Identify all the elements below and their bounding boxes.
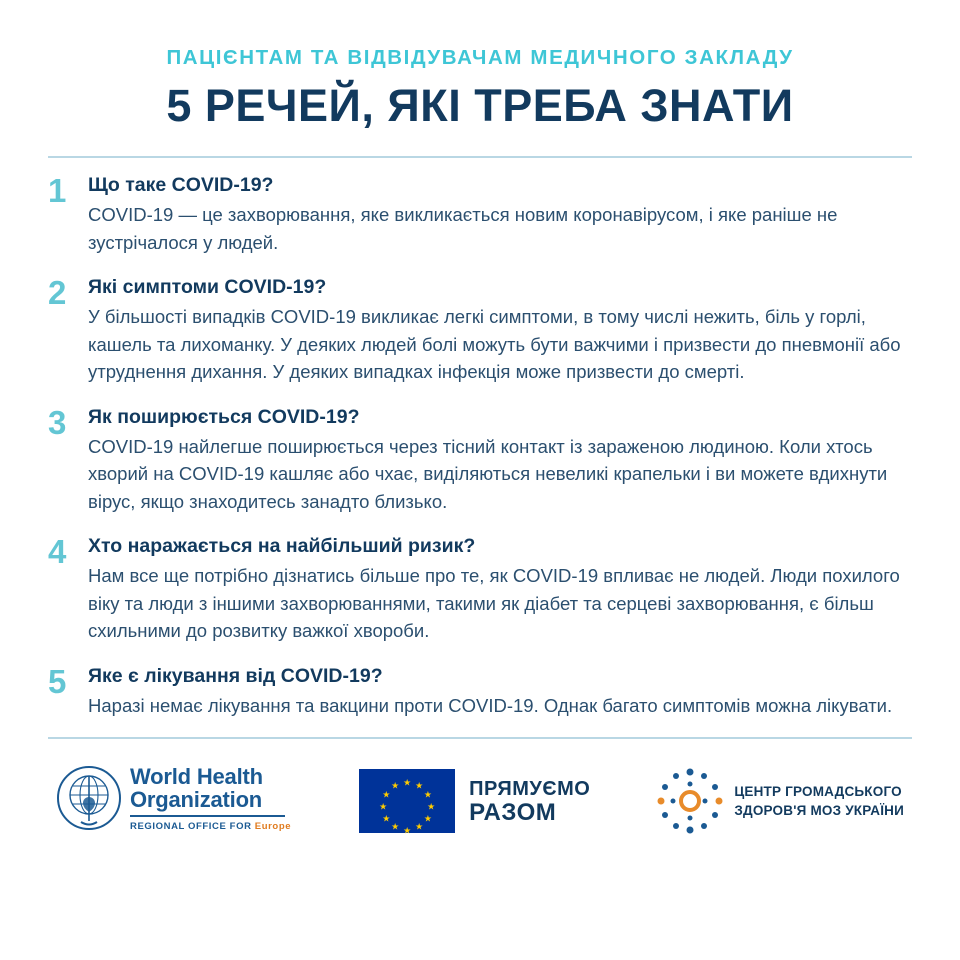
- who-region-prefix: REGIONAL OFFICE FOR: [130, 821, 255, 832]
- phc-dots-icon: [658, 769, 722, 833]
- page-title: 5 РЕЧЕЙ, ЯКІ ТРЕБА ЗНАТИ: [166, 80, 794, 131]
- eu-logo: [359, 769, 590, 833]
- who-underline: [130, 815, 285, 817]
- eyebrow-text: ПАЦІЄНТАМ ТА ВІДВІДУВАЧАМ МЕДИЧНОГО ЗАКЛАДУ: [166, 46, 794, 69]
- item-number: 2: [48, 274, 67, 311]
- item-number: 4: [48, 533, 67, 570]
- item-question: Як поширюється COVID-19?: [88, 405, 360, 428]
- header-divider: [48, 156, 912, 158]
- item-body: [88, 274, 912, 386]
- header: [48, 0, 912, 132]
- who-wordmark: [130, 765, 291, 832]
- phc-text-line1: ЦЕНТР ГРОМАДСЬКОГО: [734, 783, 902, 799]
- phc-text-line2: ЗДОРОВ'Я МОЗ УКРАЇНИ: [734, 802, 904, 818]
- who-name-line2: Organization: [130, 787, 263, 812]
- who-logo: [56, 765, 291, 836]
- item-number: 3: [48, 403, 67, 441]
- who-region-name: Europe: [254, 821, 292, 832]
- item-question: Яке є лікування від COVID-19?: [88, 664, 383, 687]
- item-answer: У більшості випадків COVID-19 викликає легкі симптоми, в тому числі нежить, біль у горлі, кашель та лихоманку. У деяких людей болі можуть бути важчими і призвести до пневмонії або утруднення дихання. У деяких випадках інфекція може призвести до смерті.: [88, 306, 901, 382]
- item-question: Хто наражається на найбільший ризик?: [88, 535, 476, 557]
- item-body: [88, 404, 912, 516]
- list-item: [48, 533, 912, 645]
- list-item: [48, 172, 912, 256]
- item-answer: COVID-19 — це захворювання, яке викликається новим коронавірусом, і яке раніше не зустрічалося у людей.: [88, 204, 838, 253]
- list-item: [48, 274, 912, 386]
- eu-text-line1: ПРЯМУЄМО: [469, 777, 591, 800]
- item-number: 1: [48, 172, 67, 209]
- item-answer: COVID-19 найлегше поширюється через тісний контакт із зараженою людиною. Коли хтось хворий на COVID-19 кашляє або чхає, виділяються невеликі крапельки і ви можете вдихнути вірус, якщо знаходитесь занадто близько.: [88, 435, 888, 512]
- faq-list: [48, 172, 912, 719]
- item-body: [88, 533, 912, 645]
- footer-logos: [48, 739, 912, 836]
- eu-text-line2: РАЗОМ: [469, 798, 557, 826]
- list-item: [48, 663, 912, 720]
- list-item: [48, 404, 912, 516]
- eu-flag-icon: ★ ★ ★ ★ ★ ★ ★ ★ ★ ★ ★ ★: [359, 769, 455, 833]
- who-name-line1: World Health: [130, 764, 263, 789]
- item-question: Які симптоми COVID-19?: [88, 276, 327, 298]
- who-emblem-icon: [56, 765, 122, 836]
- eu-wordmark: [469, 778, 590, 824]
- phc-logo: [658, 769, 904, 833]
- item-body: [88, 663, 912, 720]
- item-number: 5: [48, 662, 67, 700]
- phc-wordmark: [734, 782, 904, 820]
- item-body: [88, 172, 912, 256]
- item-answer: Наразі немає лікування та вакцини проти COVID-19. Однак багато симптомів можна лікувати.: [88, 694, 893, 716]
- item-question: Що таке COVID-19?: [88, 174, 274, 196]
- who-region: [130, 821, 291, 832]
- item-answer: Нам все ще потрібно дізнатись більше про те, як COVID-19 впливає не людей. Люди похилого віку та люди з іншими захворюваннями, такими як діабет та серцеві захворювання, є більш схильними до розвитку важкої хвороби.: [88, 565, 900, 641]
